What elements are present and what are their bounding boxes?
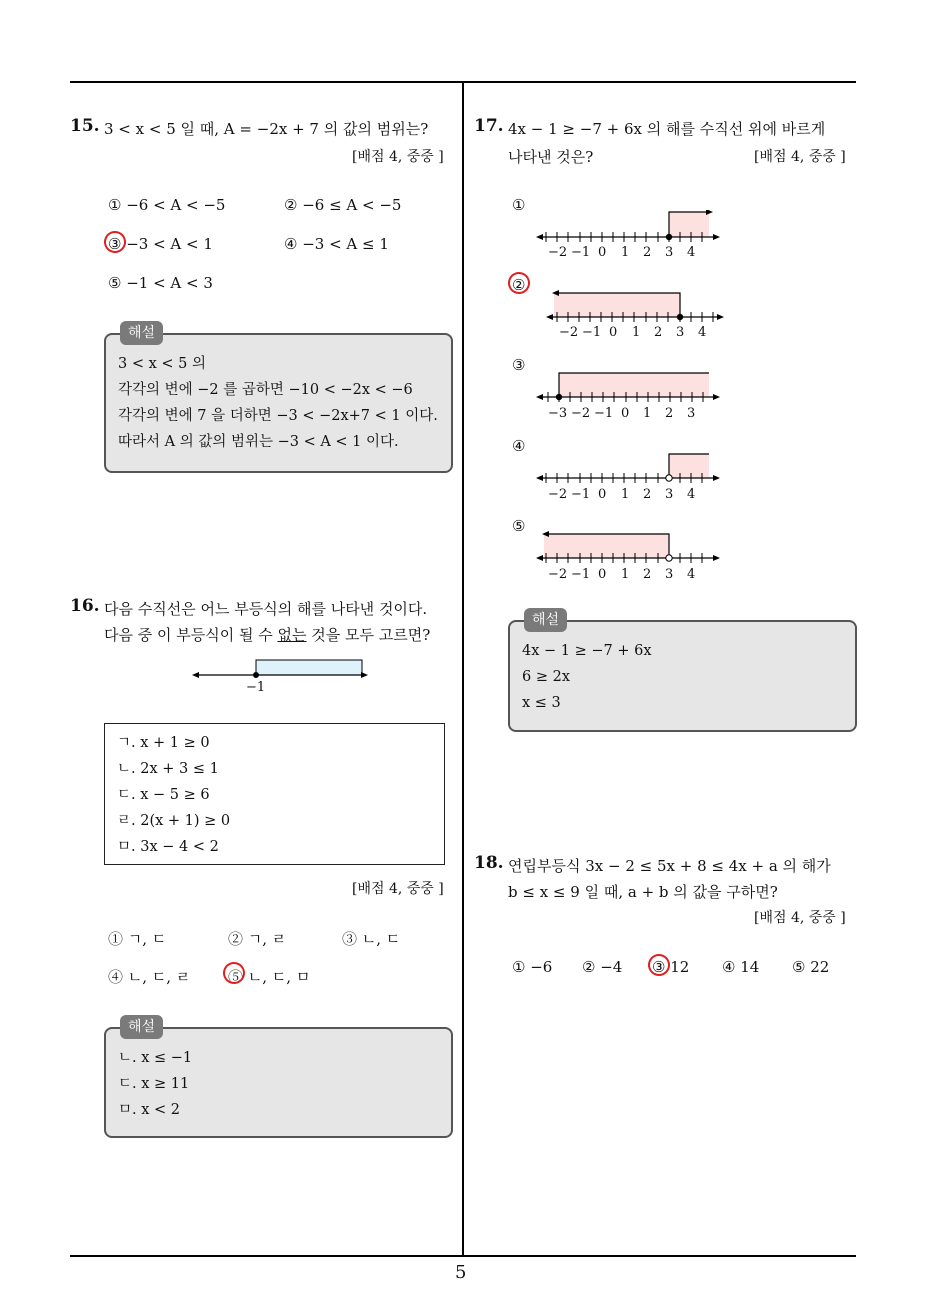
- shaded-region: [554, 293, 680, 317]
- q16-option-3[interactable]: ③ ㄴ, ㄷ: [342, 930, 401, 948]
- q16-condition: ㅁ. 3x − 4 < 2: [117, 839, 219, 855]
- q17-solution-line: 4x − 1 ≥ −7 + 6x: [522, 643, 652, 659]
- q17-line4-tick: 1: [621, 487, 630, 502]
- q16-solution-line: ㄷ. x ≥ 11: [118, 1076, 190, 1092]
- open-point: [666, 475, 672, 481]
- q18-number: 18.: [474, 853, 504, 873]
- q17-option-2[interactable]: ②: [512, 276, 526, 294]
- q17-line2-tick: 0: [609, 325, 618, 340]
- q17-meta: [배점 4, 중중 ]: [754, 149, 846, 165]
- q18-option-1[interactable]: ① −6: [512, 958, 553, 976]
- page-number: 5: [455, 1262, 467, 1283]
- q17-line4-tick: 2: [643, 487, 652, 502]
- closed-point: [253, 672, 259, 678]
- q18-option-2[interactable]: ② −4: [582, 958, 623, 976]
- closed-point: [666, 234, 672, 240]
- q17-line3-tick: 0: [621, 406, 630, 421]
- q17-option-4[interactable]: ④: [512, 437, 526, 455]
- q17-solution-line: 6 ≥ 2x: [522, 669, 570, 685]
- q17-line4-tick: −1: [571, 487, 591, 502]
- q18-option-4[interactable]: ④ 14: [722, 958, 760, 976]
- q15-text: 3 < x < 5 일 때, A = −2x + 7 의 값의 범위는?: [104, 120, 429, 138]
- q17-line2-tick: −2: [559, 325, 579, 340]
- q17-line5-tick: −2: [548, 567, 568, 582]
- q17-line3-tick: −1: [594, 406, 614, 421]
- q16-numline-label: −1: [246, 680, 266, 695]
- shaded-region: [669, 454, 709, 478]
- q16-text-underlined: 없는: [277, 626, 307, 644]
- q18-text-line1: 연립부등식 3x − 2 ≤ 5x + 8 ≤ 4x + a 의 해가: [508, 857, 831, 875]
- q17-solution-box: [508, 620, 857, 732]
- q16-number: 16.: [70, 596, 100, 616]
- bottom-rule: [70, 1255, 856, 1257]
- q16-option-1[interactable]: ① ㄱ, ㄷ: [108, 930, 167, 948]
- q16-meta: [배점 4, 중중 ]: [352, 881, 444, 897]
- q17-line1-tick: 0: [598, 245, 607, 260]
- q16-text-part: 다음 중 이 부등식이 될 수: [104, 626, 278, 644]
- q16-solution-line: ㅁ. x < 2: [118, 1102, 180, 1118]
- q16-condition: ㄱ. x + 1 ≥ 0: [117, 735, 210, 751]
- q17-line3-tick: 3: [687, 406, 696, 421]
- q16-text-line1: 다음 수직선은 어느 부등식의 해를 나타낸 것이다.: [104, 600, 428, 618]
- q17-line4-tick: −2: [548, 487, 568, 502]
- q17-option-3[interactable]: ③: [512, 356, 526, 374]
- q16-conditions-box: [104, 723, 445, 865]
- q15-option-5[interactable]: ⑤ −1 < A < 3: [108, 274, 213, 292]
- q15-option-3[interactable]: ③ −3 < A < 1: [108, 235, 213, 253]
- q17-line2-tick: 3: [676, 325, 685, 340]
- q16-option-4[interactable]: ④ ㄴ, ㄷ, ㄹ: [108, 968, 191, 986]
- q15-solution-box: [104, 333, 453, 473]
- q15-option-2[interactable]: ② −6 ≤ A < −5: [284, 196, 402, 214]
- q17-line3-tick: −2: [571, 406, 591, 421]
- q16-condition: ㄹ. 2(x + 1) ≥ 0: [117, 813, 231, 829]
- q15-solution-tag: 해설: [120, 321, 163, 345]
- closed-point: [677, 314, 683, 320]
- q18-text-line2: b ≤ x ≤ 9 일 때, a + b 의 값을 구하면?: [508, 883, 778, 901]
- q17-line3-tick: −3: [548, 406, 568, 421]
- q17-line5-tick: 0: [598, 567, 607, 582]
- q16-solution-line: ㄴ. x ≤ −1: [118, 1050, 193, 1066]
- shaded-region: [256, 660, 362, 675]
- answer-circle-mark: [505, 269, 533, 297]
- q17-option-1[interactable]: ①: [512, 196, 526, 214]
- q15-solution-line: 각각의 변에 −2 를 곱하면 −10 < −2x < −6: [118, 382, 413, 398]
- q17-line5-tick: 4: [687, 567, 696, 582]
- q18-meta: [배점 4, 중중 ]: [754, 910, 846, 926]
- q17-solution-line: x ≤ 3: [522, 695, 561, 711]
- q17-line4-tick: 0: [598, 487, 607, 502]
- q17-line2-tick: −1: [582, 325, 602, 340]
- q17-line1-tick: −2: [548, 245, 568, 260]
- shaded-region: [669, 212, 709, 237]
- q17-line5-tick: 3: [665, 567, 674, 582]
- q17-line4-tick: 3: [665, 487, 674, 502]
- q15-meta: [배점 4, 중중 ]: [352, 149, 444, 165]
- q16-solution-box: [104, 1027, 453, 1138]
- q17-text-line1: 4x − 1 ≥ −7 + 6x 의 해를 수직선 위에 바르게: [508, 120, 826, 138]
- q17-line1-tick: 1: [621, 245, 630, 260]
- q18-option-3[interactable]: ③ 12: [652, 958, 690, 976]
- q17-line5-tick: 2: [643, 567, 652, 582]
- q16-condition: ㄷ. x − 5 ≥ 6: [117, 787, 210, 803]
- q17-line2-tick: 2: [654, 325, 663, 340]
- q17-line5-tick: 1: [621, 567, 630, 582]
- q16-text-part: 것을 모두 고르면?: [306, 626, 431, 644]
- q16-condition: ㄴ. 2x + 3 ≤ 1: [117, 761, 219, 777]
- q17-line1-tick: 4: [687, 245, 696, 260]
- q15-solution-line: 따라서 A 의 값의 범위는 −3 < A < 1 이다.: [118, 434, 399, 450]
- q17-line3-tick: 2: [665, 406, 674, 421]
- q15-option-1[interactable]: ① −6 < A < −5: [108, 196, 226, 214]
- column-divider: [462, 82, 464, 1257]
- q16-option-5[interactable]: ⑤ ㄴ, ㄷ, ㅁ: [228, 968, 311, 986]
- q17-line2-tick: 4: [698, 325, 707, 340]
- q17-number: 17.: [474, 116, 504, 136]
- q15-solution-line: 각각의 변에 7 을 더하면 −3 < −2x+7 < 1 이다.: [118, 408, 438, 424]
- q16-text-line2: [104, 624, 430, 645]
- q15-option-4[interactable]: ④ −3 < A ≤ 1: [284, 235, 389, 253]
- open-point: [666, 555, 672, 561]
- q17-line1-tick: −1: [571, 245, 591, 260]
- q17-line2-tick: 1: [632, 325, 641, 340]
- q17-line3-tick: 1: [643, 406, 652, 421]
- q17-line4-tick: 4: [687, 487, 696, 502]
- q18-option-5[interactable]: ⑤ 22: [792, 958, 830, 976]
- q17-solution-tag: 해설: [524, 608, 567, 632]
- q17-option-5[interactable]: ⑤: [512, 517, 526, 535]
- q17-text-line2: 나타낸 것은?: [508, 148, 594, 166]
- closed-point: [556, 394, 562, 400]
- q17-line5-tick: −1: [571, 567, 591, 582]
- q15-solution-line: 3 < x < 5 의: [118, 356, 206, 372]
- shaded-region: [544, 534, 669, 558]
- q16-solution-tag: 해설: [120, 1015, 163, 1039]
- q16-option-2[interactable]: ② ㄱ, ㄹ: [228, 930, 287, 948]
- q17-line1-tick: 2: [643, 245, 652, 260]
- q16-number-line: [190, 654, 370, 696]
- q17-line1-tick: 3: [665, 245, 674, 260]
- q15-number: 15.: [70, 116, 100, 136]
